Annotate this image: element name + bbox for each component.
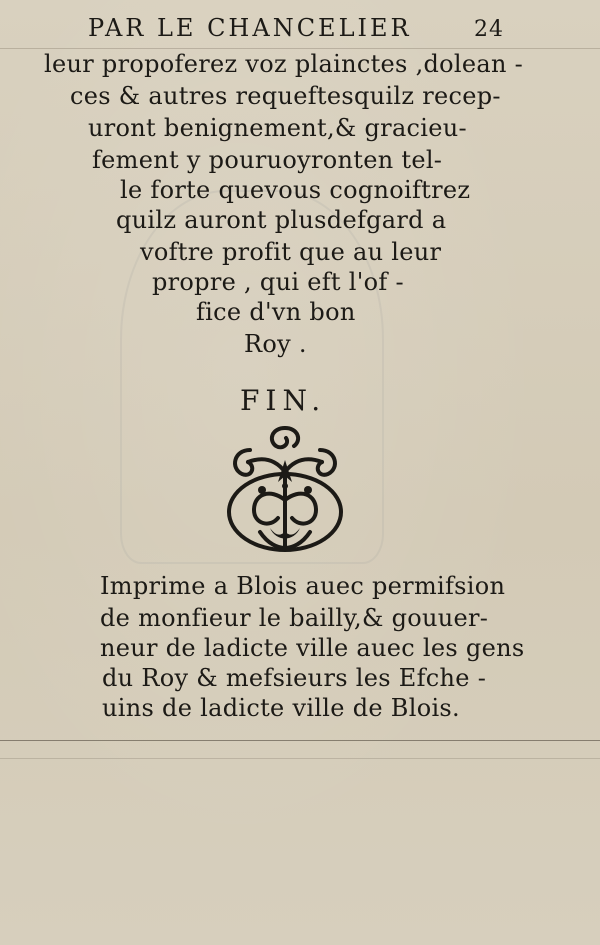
page-number: 24	[474, 17, 504, 42]
imprint-line: neur de ladicte ville auec les gens	[100, 634, 525, 662]
body-line: fice d'vn bon	[196, 298, 356, 326]
body-line: voftre profit que au leur	[140, 238, 442, 266]
page-bottom-rule-faint	[0, 758, 600, 759]
body-line: uront benignement,& gracieu-	[88, 114, 467, 142]
body-line: ces & autres requeftesquilz recep-	[70, 82, 501, 110]
floral-fleuron-icon	[220, 420, 350, 555]
header-title: PAR LE CHANCELIER	[88, 14, 412, 42]
imprint-line: Imprime a Blois auec permifsion	[100, 572, 506, 600]
body-line: Roy .	[244, 330, 307, 358]
page-bottom-rule	[0, 740, 600, 741]
body-line: propre , qui eft l'of -	[152, 268, 404, 296]
imprint-line: uins de ladicte ville de Blois.	[102, 694, 460, 722]
body-line: leur propoferez voz plainctes ,dolean -	[44, 50, 524, 78]
body-line: fement y pouruoyronten tel-	[92, 146, 443, 174]
body-line: quilz auront plusdefgard a	[116, 206, 447, 234]
running-header	[88, 14, 518, 42]
imprint-line: du Roy & mefsieurs les Efche -	[102, 664, 487, 692]
body-line: le forte quevous cognoiftrez	[120, 176, 471, 204]
fin-mark: FIN.	[240, 384, 327, 417]
imprint-line: de monfieur le bailly,& gouuer-	[100, 604, 489, 632]
header-rule	[0, 48, 600, 49]
